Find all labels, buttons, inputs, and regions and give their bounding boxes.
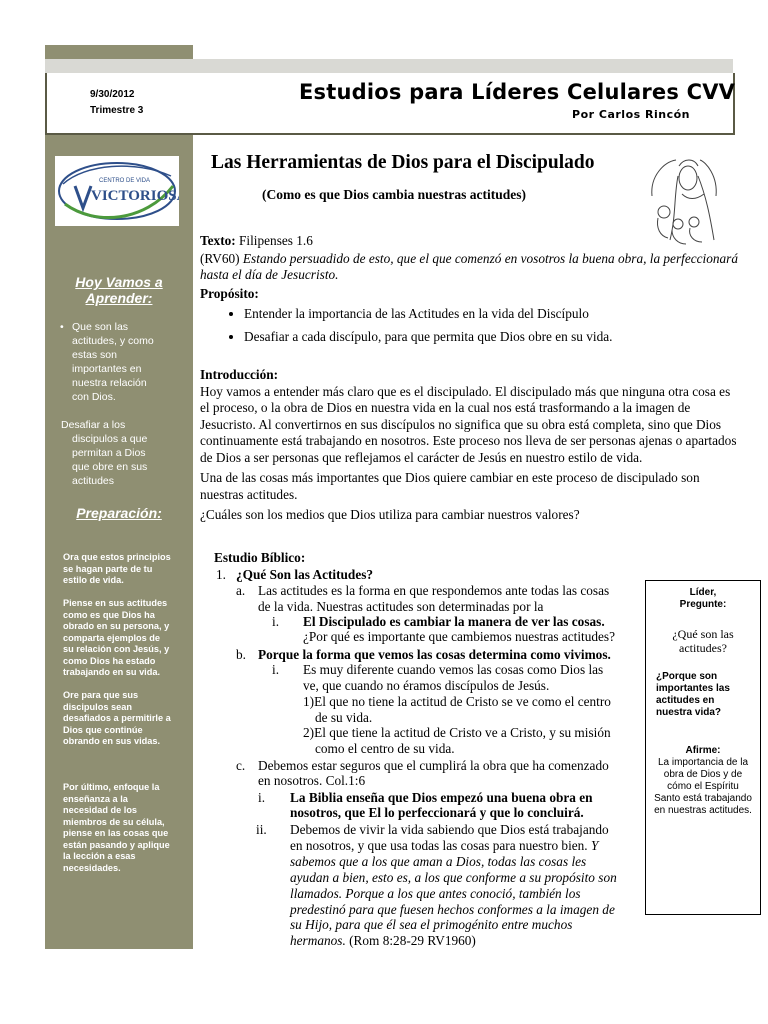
prep-line: como Dios ha estado [63, 655, 156, 666]
document-title: Las Herramientas de Dios para el Discipulado [211, 152, 595, 173]
leader-question-1: ¿Qué son las actitudes? [672, 627, 734, 655]
prep-line: necesidad de los [63, 805, 138, 815]
leader-box-heading-line: Pregunte: [679, 599, 727, 610]
learn-bullet-line: estas son [72, 349, 117, 361]
intro-paragraph-1: Hoy vamos a entender más claro que es el discipulado. El discipulado más que ninguna otra cosa es el proceso, o la obra de Dios en nuestra vida en la cual nos está trasformando a la imagen de Jesucristo. Al convertirnos en sus discípulos no significa que su obra está completa, sino que Dios continuamente está trabajando en nosotros. Este proceso nos lleva de ser personas ajenas o apartados de Dios a ser personas que reflejamos el carácter de Jesús en nuestro estilo de vida. [200, 383, 737, 465]
affirm-text: La importancia de la obra de Dios y de cómo el Espíritu Santo está trabajando en nuestras actitudes. [654, 757, 752, 816]
prep-line: se hagan parte de tu [63, 563, 153, 574]
prep-paragraph-1 [63, 552, 191, 587]
header-gray-bar [45, 59, 733, 73]
prep-paragraph-4 [63, 782, 191, 874]
prep-line: comparta ejemplos de [63, 632, 161, 643]
main-body [200, 233, 740, 524]
item-b-i-line: ve, que cuando no éramos discípulos de Jesús. [303, 678, 550, 693]
item-b-2-line: 2)El que tiene la actitud de Cristo ve a Cristo, y su misión [303, 725, 611, 740]
learn-bullet-line: actitudes, y como [72, 335, 154, 347]
prep-paragraph-3 [63, 690, 191, 748]
prep-line: desafiados a permitirle a [63, 713, 171, 723]
prep-line: necesidades. [63, 862, 121, 873]
church-logo [55, 156, 179, 226]
study-question-1: ¿Qué Son las Actitudes? [236, 567, 374, 582]
item-c-i-bold: nosotros, que El lo perfeccionará y que lo concluirá. [290, 805, 584, 820]
item-a-i-question: ¿Por qué es importante que cambiemos nuestras actitudes? [303, 629, 616, 644]
logo-graphic [55, 156, 179, 226]
prep-line: obrando en sus vidas. [63, 736, 161, 746]
intro-label: Introducción: [200, 367, 279, 382]
prep-line: obrado en su persona, y [63, 621, 170, 631]
learn-para-line: Desafiar a los [61, 419, 126, 431]
prep-line: Dios que continúe [63, 724, 143, 735]
prep-line: como es que Dios ha [63, 609, 155, 620]
affirm-heading: Afirme: [685, 745, 721, 756]
prep-line: miembros de su célula, [63, 816, 165, 827]
learn-heading-line1: Hoy Vamos a [75, 274, 163, 290]
learn-para-line: actitudes [72, 475, 115, 487]
prep-line: discipulos sean [63, 701, 132, 712]
item-a-i-bold: El Discipulado es cambiar la manera de ver las cosas. [303, 614, 605, 629]
item-c-i-marker: i. [258, 790, 266, 805]
leader-question-box [645, 580, 761, 915]
texto-line [200, 233, 740, 250]
study-number-1: 1. [216, 567, 226, 582]
header-accent-bar [45, 45, 193, 59]
prep-heading: Preparación: [76, 505, 162, 521]
item-a-i-marker: i. [272, 614, 280, 629]
learn-bullet-line: nuestra relación [72, 377, 147, 389]
prep-line: Ora que estos principios [63, 552, 171, 562]
item-c-ii-reference: (Rom 8:28-29 RV1960) [345, 933, 476, 948]
prep-line: están pasando y aplique [63, 839, 170, 850]
texto-reference: Filipenses 1.6 [235, 233, 313, 248]
proposito-list [200, 306, 740, 345]
intro-paragraph-3: ¿Cuáles son los medios que Dios utiliza para cambiar nuestros valores? [200, 507, 580, 522]
prep-line: Ore para que sus [63, 690, 139, 700]
learn-para-line: permitan a Dios [72, 447, 146, 459]
item-b-1-line: 1)El que no tiene la actitud de Cristo se ve como el centro [303, 694, 611, 709]
verse-line [200, 251, 740, 284]
header-trimester: Trimestre 3 [90, 105, 144, 116]
texto-label: Texto: [200, 233, 236, 248]
item-b-marker: b. [236, 647, 246, 662]
header-date: 9/30/2012 [90, 89, 135, 100]
item-b-1-line: de su vida. [315, 710, 373, 725]
item-c-line: Debemos estar seguros que el cumplirá la obra que ha comenzado [258, 758, 609, 773]
document-subtitle: (Como es que Dios cambia nuestras actitudes) [262, 187, 526, 202]
logo-text: VICTORIOSA [91, 188, 179, 204]
prep-line: la lección a esas [63, 851, 136, 861]
item-c-line: en nosotros. Col.1:6 [258, 773, 366, 788]
proposito-item: • Entender la importancia de las Actitudes en la vida del Discípulo [244, 306, 740, 323]
prep-line: estilo de vida. [63, 575, 124, 585]
item-c-ii-verse-line: ayudan a bien, esto es, a los que conforme a su propósito son [290, 870, 617, 885]
prep-line: su relación con Jesús, y [63, 644, 170, 654]
learn-bullet [72, 320, 190, 404]
item-c-ii-line: Debemos de vivir la vida sabiendo que Dios está trabajando [290, 822, 609, 837]
learn-paragraph [61, 418, 191, 488]
item-c-ii-text: en nosotros, y que usa todas las cosas para nuestro bien. [290, 838, 591, 853]
prep-line: trabajando en su vida. [63, 667, 161, 677]
study-heading: Estudio Bíblico: [214, 550, 306, 565]
proposito-label: Propósito: [200, 285, 259, 301]
prep-line: enseñanza a la [63, 793, 128, 804]
learn-heading [45, 274, 193, 306]
logo-small-text: CENTRO DE VIDA [99, 178, 151, 184]
leader-box-heading [646, 587, 760, 611]
item-c-ii-verse-line: llamados. Porque a los que antes conoció, también los [290, 886, 581, 901]
item-c-ii-line [290, 838, 598, 854]
prep-line: Por último, enfoque la [63, 782, 160, 792]
item-c-ii-verse-end: hermanos. [290, 933, 346, 948]
prep-paragraph-2 [63, 598, 191, 679]
item-c-i-bold: La Biblia enseña que Dios empezó una buena obra en [290, 790, 593, 805]
item-c-ii-verse-line: su Hijo, para que él sea el primogénito entre muchos [290, 917, 573, 932]
header-title: Estudios para Líderes Celulares CVV [299, 80, 736, 104]
item-b-i-line: Es muy diferente cuando vemos las cosas como Dios las [303, 662, 604, 677]
item-a-line: Las actitudes es la forma en que respondemos ante todas las cosas [258, 583, 610, 598]
prep-line: piense en las cosas que [63, 828, 169, 838]
learn-bullet-line: importantes en [72, 363, 142, 375]
item-a-line: de la vida. Nuestras actitudes son determinadas por la [258, 599, 544, 614]
item-c-marker: c. [236, 758, 246, 773]
item-b-2-line: como el centro de su vida. [315, 741, 455, 756]
leader-question-2: ¿Porque son importantes las actitudes en nuestra vida? [656, 671, 730, 718]
leader-box-heading-line: Líder, [689, 587, 717, 598]
item-b-bold: Porque la forma que vemos las cosas determina como vivimos. [258, 647, 611, 662]
version-label: (RV60) [200, 250, 243, 266]
item-c-ii-verse-line [290, 933, 476, 949]
prep-line: Piense en sus actitudes [63, 598, 168, 608]
learn-bullet-line: Que son las [72, 321, 129, 333]
item-c-ii-marker: ii. [256, 822, 267, 837]
item-b-i-marker: i. [272, 662, 280, 677]
verse-text: Estando persuadido de esto, que el que comenzó en vosotros la buena obra, la perfeccionará hasta el día de Jesucristo. [200, 250, 738, 282]
learn-bullet-line: con Dios. [72, 391, 116, 403]
learn-para-line: que obre en sus [72, 461, 148, 473]
item-a-marker: a. [236, 583, 246, 598]
learn-bullet-dot: • [60, 321, 64, 333]
learn-para-line: discipulos a que [72, 433, 148, 445]
item-c-ii-verse-line: sabemos que a los que aman a Dios, todas las cosas les [290, 854, 587, 869]
item-c-ii-verse-line: predestinó para que fuesen hechos conformes a la imagen de [290, 902, 615, 917]
header-author: Por Carlos Rincón [572, 108, 690, 121]
proposito-item: • Desafiar a cada discípulo, para que permita que Dios obre en su vida. [244, 329, 740, 346]
intro-paragraph-2: Una de las cosas más importantes que Dios quiere cambiar en este proceso de discipulado son nuestras actitudes. [200, 470, 700, 502]
item-c-ii-verse-start: Y [590, 838, 599, 853]
learn-heading-line2: Aprender: [85, 290, 153, 306]
